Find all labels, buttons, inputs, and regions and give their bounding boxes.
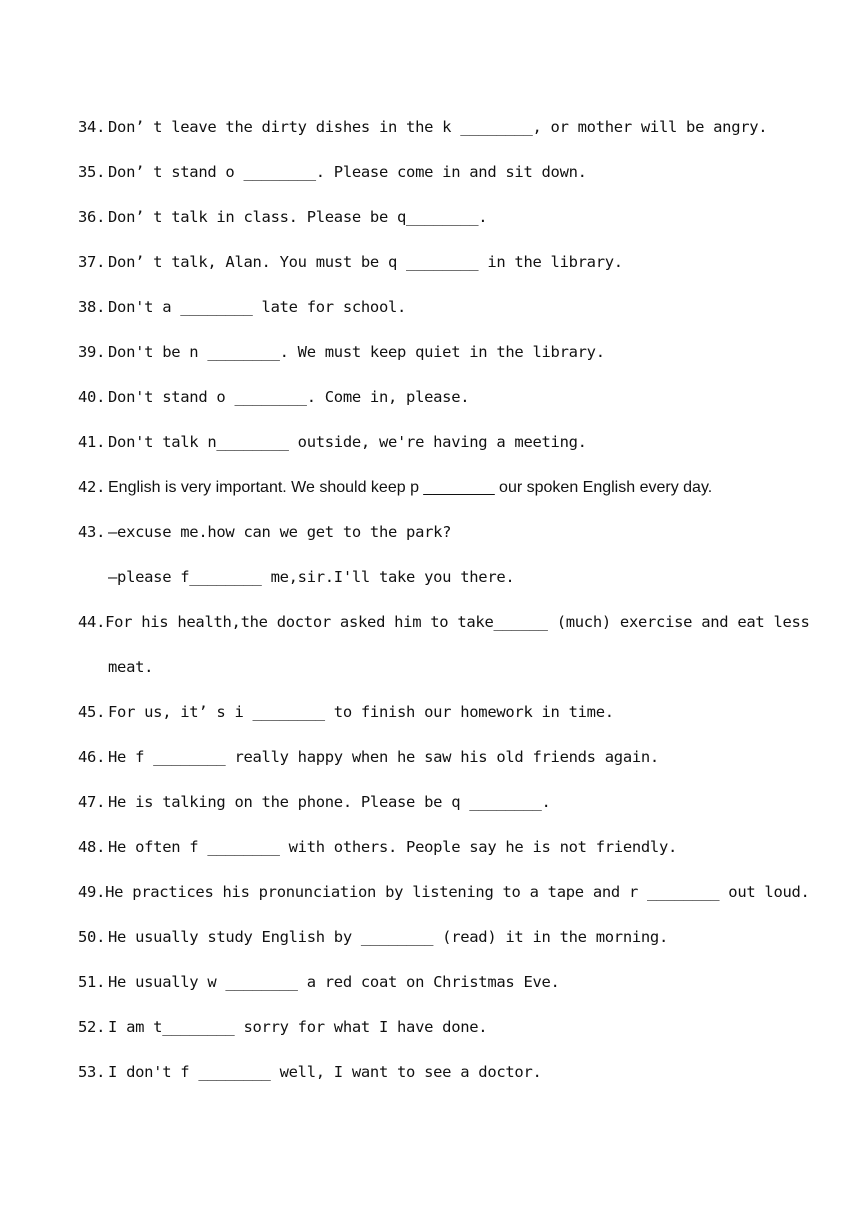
item-sentence: meat.: [108, 658, 154, 676]
item-sentence: —please f________ me,sir.I'll take you there.: [108, 568, 515, 586]
item-sentence: He usually study English by ________ (read) it in the morning.: [108, 928, 668, 946]
item-sentence: Don’ t talk, Alan. You must be q ________ in the library.: [108, 253, 623, 271]
item-sentence: He f ________ really happy when he saw his old friends again.: [108, 748, 659, 766]
item-sentence: English is very important. We should keep p ________ our spoken English every day.: [108, 479, 713, 496]
item-number: 40.: [78, 388, 106, 406]
item-sentence: For his health,the doctor asked him to take______ (much) exercise and eat less: [105, 613, 810, 631]
item-sentence: —excuse me.how can we get to the park?: [108, 523, 452, 541]
exercise-item-48: [78, 833, 798, 878]
exercise-item-53: [78, 1058, 798, 1103]
exercise-item-44-continuation: [78, 653, 798, 698]
item-number: 48.: [78, 838, 106, 856]
item-sentence: He practices his pronunciation by listening to a tape and r ________ out loud.: [105, 883, 810, 901]
item-number: 38.: [78, 298, 106, 316]
exercise-item-36: [78, 203, 798, 248]
item-sentence: For us, it’ s i ________ to finish our homework in time.: [108, 703, 614, 721]
item-sentence: Don’ t talk in class. Please be q________.: [108, 208, 488, 226]
exercise-item-34: [78, 113, 798, 158]
item-number: 46.: [78, 748, 106, 766]
item-number: 47.: [78, 793, 106, 811]
exercise-item-38: [78, 293, 798, 338]
item-number: 44.: [78, 613, 106, 631]
item-sentence: Don't a ________ late for school.: [108, 298, 407, 316]
item-number: 35.: [78, 163, 106, 181]
item-sentence: I am t________ sorry for what I have done.: [108, 1018, 488, 1036]
item-sentence: Don't be n ________. We must keep quiet in the library.: [108, 343, 605, 361]
exercise-item-50: [78, 923, 798, 968]
exercise-item-45: [78, 698, 798, 743]
item-number: 52.: [78, 1018, 106, 1036]
exercise-item-35: [78, 158, 798, 203]
item-number: 45.: [78, 703, 106, 721]
exercise-item-37: [78, 248, 798, 293]
item-number: 42.: [78, 478, 106, 496]
item-sentence: Don't talk n________ outside, we're having a meeting.: [108, 433, 587, 451]
exercise-item-47: [78, 788, 798, 833]
item-number: 49.: [78, 883, 106, 901]
item-sentence: He is talking on the phone. Please be q ________.: [108, 793, 551, 811]
item-sentence: Don’ t stand o ________. Please come in and sit down.: [108, 163, 587, 181]
item-number: 36.: [78, 208, 106, 226]
item-number: 50.: [78, 928, 106, 946]
exercise-item-46: [78, 743, 798, 788]
item-number: 34.: [78, 118, 106, 136]
exercise-item-41: [78, 428, 798, 473]
exercise-item-43: [78, 518, 798, 563]
item-sentence: Don't stand o ________. Come in, please.: [108, 388, 470, 406]
exercise-item-52: [78, 1013, 798, 1058]
item-sentence: He often f ________ with others. People say he is not friendly.: [108, 838, 678, 856]
item-number: 39.: [78, 343, 106, 361]
exercise-item-43-continuation: [78, 563, 798, 608]
item-sentence: Don’ t leave the dirty dishes in the k ________, or mother will be angry.: [108, 118, 768, 136]
exercise-item-42: [78, 473, 798, 518]
item-number: 53.: [78, 1063, 106, 1081]
item-number: 41.: [78, 433, 106, 451]
item-number: 37.: [78, 253, 106, 271]
exercise-item-40: [78, 383, 798, 428]
item-sentence: He usually w ________ a red coat on Christmas Eve.: [108, 973, 560, 991]
exercise-item-44: [78, 608, 810, 653]
item-number: 43.: [78, 523, 106, 541]
exercise-item-39: [78, 338, 798, 383]
exercise-item-49: [78, 878, 810, 923]
item-sentence: I don't f ________ well, I want to see a doctor.: [108, 1063, 542, 1081]
exercise-list: [78, 113, 810, 1103]
item-number: 51.: [78, 973, 106, 991]
exercise-item-51: [78, 968, 798, 1013]
